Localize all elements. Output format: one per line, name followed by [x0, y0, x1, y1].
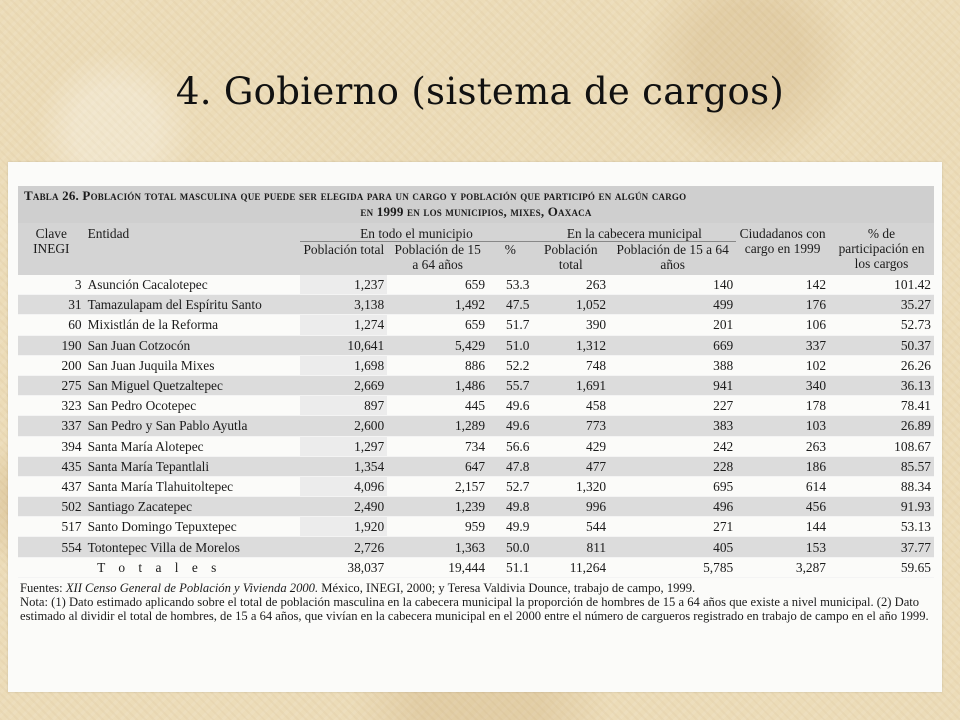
- cell-entidad: Santo Domingo Tepuxtepec: [87, 519, 237, 535]
- table-row: [18, 275, 934, 295]
- cell-entidad: Asunción Cacalotepec: [87, 277, 208, 293]
- cell-pob-15-64: 886: [464, 357, 486, 373]
- cell-cab-pob-15-64: 271: [713, 519, 734, 535]
- cell-cab-pob-15-64: 405: [713, 539, 734, 555]
- cell-cab-pob-total: 773: [586, 418, 607, 434]
- cell-clave: 502: [61, 499, 82, 515]
- cell-pct: 51.0: [506, 337, 530, 353]
- cell-pob-total: 1,920: [300, 517, 387, 537]
- cell-cab-pob-total: 544: [586, 519, 607, 535]
- cell-pob-total: 2,600: [354, 418, 385, 434]
- cell-entidad: Santa María Tepantlali: [87, 458, 210, 474]
- table-row: [18, 396, 934, 416]
- cell-ciudadanos: 102: [805, 357, 827, 373]
- cell-cab-pob-total: 390: [586, 317, 607, 333]
- cell-pob-15-64: 659: [464, 317, 486, 333]
- table-row: [18, 375, 934, 395]
- cell-clave: 275: [61, 378, 82, 394]
- cell-pct: 50.0: [506, 539, 530, 555]
- cell-pct: 51.7: [506, 317, 530, 333]
- cell-entidad: Santiago Zacatepec: [87, 499, 193, 515]
- cell-pct: 49.8: [506, 499, 530, 515]
- fuentes-census-title: XII Censo General de Población y Vivienda 2000.: [65, 580, 319, 595]
- fuentes-prefix: Fuentes:: [20, 580, 66, 595]
- cell-cab-pob-total: 477: [586, 458, 607, 474]
- cell-entidad: San Pedro y San Pablo Ayutla: [87, 418, 248, 434]
- cell-clave: 337: [61, 418, 82, 434]
- cell-pob-total: 1,297: [300, 436, 387, 456]
- cell-cab-pob-total: 811: [586, 539, 607, 555]
- cell-cab-pob-15-64: 242: [713, 438, 734, 454]
- cell-pob-15-64: 734: [464, 438, 486, 454]
- cell-pob-total: 1,354: [354, 458, 385, 474]
- cell-ciudadanos: 186: [805, 458, 827, 474]
- table-caption-line-1: Tabla 26. Población total masculina que puede ser elegida para un cargo y población que participó en algún cargo: [24, 188, 687, 203]
- cell-ciudadanos: 176: [805, 297, 827, 313]
- cell-pob-15-64: 1,486: [454, 378, 486, 394]
- cell-clave: 554: [61, 539, 82, 555]
- cell-cab-pob-15-64: 499: [713, 297, 734, 313]
- cell-cab-pob-15-64: 388: [713, 357, 734, 373]
- cell-ciudadanos: 337: [805, 337, 827, 353]
- cell-participacion: 91.93: [900, 499, 931, 515]
- cell-pct: 52.7: [506, 478, 530, 494]
- cell-participacion: 108.67: [894, 438, 931, 454]
- cell-pct: 49.6: [506, 418, 530, 434]
- header-ciudadanos: Ciudadanos con cargo en 1999: [736, 223, 829, 275]
- population-table: [18, 223, 934, 578]
- cell-entidad: San Pedro Ocotepec: [87, 398, 197, 414]
- totals-pob-total: 38,037: [347, 559, 385, 575]
- header-cab-pob-15-64: Población de 15 a 64 años: [609, 242, 736, 276]
- cell-pob-total: 1,237: [300, 275, 387, 295]
- cell-clave: 323: [61, 398, 82, 414]
- cell-pct: 47.8: [506, 458, 530, 474]
- table-row: [18, 436, 934, 456]
- table-row: [18, 517, 934, 537]
- cell-clave: 31: [68, 297, 82, 313]
- cell-participacion: 53.13: [900, 519, 931, 535]
- cell-cab-pob-total: 263: [586, 277, 607, 293]
- cell-entidad: Tamazulapam del Espíritu Santo: [87, 297, 262, 313]
- cell-cab-pob-total: 1,312: [575, 337, 607, 353]
- cell-cab-pob-15-64: 228: [713, 458, 734, 474]
- cell-pob-total: 1,274: [300, 315, 387, 335]
- cell-ciudadanos: 614: [805, 478, 827, 494]
- cell-ciudadanos: 178: [805, 398, 827, 414]
- cell-cab-pob-15-64: 140: [713, 277, 734, 293]
- cell-pct: 56.6: [506, 438, 530, 454]
- cell-cab-pob-total: 1,691: [575, 378, 607, 394]
- cell-clave: 517: [61, 519, 82, 535]
- cell-entidad: San Miguel Quetzaltepec: [87, 378, 223, 394]
- totals-cab-total: 11,264: [569, 559, 607, 575]
- cell-entidad: Santa María Tlahuitoltepec: [87, 478, 234, 494]
- cell-pob-total: 897: [300, 396, 387, 416]
- cell-cab-pob-15-64: 383: [713, 418, 734, 434]
- header-cab-pob-total: Población total: [532, 242, 609, 276]
- header-group-cabecera: En la cabecera municipal: [532, 223, 736, 242]
- header-participacion: % de participación en los cargos: [829, 223, 934, 275]
- cell-pob-15-64: 445: [464, 398, 486, 414]
- header-pob-15-64: Población de 15 a 64 años: [387, 242, 488, 276]
- cell-participacion: 101.42: [894, 277, 931, 293]
- cell-ciudadanos: 103: [805, 418, 827, 434]
- cell-pob-total: 2,726: [354, 539, 385, 555]
- cell-participacion: 85.57: [900, 458, 931, 474]
- cell-pct: 49.6: [506, 398, 530, 414]
- cell-clave: 437: [61, 478, 82, 494]
- table-row: [18, 295, 934, 315]
- table-row: [18, 537, 934, 557]
- slide-title: 4. Gobierno (sistema de cargos): [175, 70, 785, 113]
- totals-cab-15-64: 5,785: [703, 559, 734, 575]
- cell-pob-15-64: 1,289: [454, 418, 486, 434]
- table-row: [18, 335, 934, 355]
- cell-ciudadanos: 456: [805, 499, 827, 515]
- cell-pob-15-64: 1,363: [454, 539, 486, 555]
- cell-cab-pob-total: 1,052: [575, 297, 607, 313]
- cell-pct: 49.9: [506, 519, 530, 535]
- nota-note: Nota: (1) Dato estimado aplicando sobre el total de población masculina en la cabecera municipal la proporción de hombres de 15 a 64 años que existe a nivel municipal. (2) Dato estimado al dividir el total de hombres, de 15 a 64 años, que vivían en la cabecera municipal en el 2000 entre el número de cargueros registrado en trabajo de campo en el año 1999.: [20, 594, 929, 623]
- cell-participacion: 50.37: [900, 337, 931, 353]
- cell-clave: 60: [68, 317, 82, 333]
- cell-clave: 3: [74, 277, 82, 293]
- totals-row: [18, 557, 934, 577]
- cell-participacion: 52.73: [900, 317, 931, 333]
- cell-pob-total: 1,698: [300, 355, 387, 375]
- cell-pct: 47.5: [506, 297, 530, 313]
- header-pob-total: Población total: [300, 242, 387, 276]
- cell-pob-total: 2,669: [354, 378, 385, 394]
- cell-cab-pob-total: 1,320: [575, 478, 607, 494]
- cell-participacion: 26.26: [900, 357, 931, 373]
- cell-clave: 190: [61, 337, 82, 353]
- cell-pct: 55.7: [506, 378, 530, 394]
- cell-pob-15-64: 959: [464, 519, 486, 535]
- table-row: [18, 476, 934, 496]
- table-row: [18, 416, 934, 436]
- table-row: [18, 355, 934, 375]
- cell-participacion: 26.89: [900, 418, 931, 434]
- cell-cab-pob-total: 458: [586, 398, 607, 414]
- cell-clave: 435: [61, 458, 82, 474]
- cell-cab-pob-15-64: 201: [713, 317, 734, 333]
- cell-pct: 52.2: [506, 357, 530, 373]
- cell-cab-pob-total: 748: [586, 357, 607, 373]
- table-caption-line-2: en 1999 en los municipios, mixes, Oaxaca: [360, 204, 592, 219]
- table-notes: [18, 581, 934, 623]
- cell-pob-15-64: 659: [464, 277, 486, 293]
- cell-ciudadanos: 153: [805, 539, 827, 555]
- cell-pob-15-64: 1,492: [454, 297, 486, 313]
- cell-pob-total: 2,490: [354, 499, 385, 515]
- cell-participacion: 35.27: [900, 297, 931, 313]
- cell-pob-total: 3,138: [354, 297, 385, 313]
- totals-label: T o t a l e s: [97, 559, 222, 575]
- cell-cab-pob-total: 996: [586, 499, 607, 515]
- cell-ciudadanos: 106: [805, 317, 827, 333]
- cell-entidad: Santa María Alotepec: [87, 438, 204, 454]
- cell-participacion: 37.77: [900, 539, 931, 555]
- cell-participacion: 36.13: [900, 378, 931, 394]
- cell-cab-pob-15-64: 695: [713, 478, 734, 494]
- cell-ciudadanos: 263: [805, 438, 827, 454]
- cell-entidad: Totontepec Villa de Morelos: [87, 539, 240, 555]
- cell-participacion: 78.41: [900, 398, 931, 414]
- totals-ciudadanos: 3,287: [795, 559, 827, 575]
- cell-entidad: San Juan Cotzocón: [87, 337, 191, 353]
- cell-cab-pob-total: 429: [586, 438, 607, 454]
- header-clave: Clave INEGI: [18, 223, 85, 275]
- cell-participacion: 88.34: [900, 478, 931, 494]
- cell-pct: 53.3: [506, 277, 530, 293]
- cell-cab-pob-15-64: 496: [713, 499, 734, 515]
- cell-ciudadanos: 142: [805, 277, 827, 293]
- cell-clave: 200: [61, 357, 82, 373]
- table-caption: [18, 186, 934, 223]
- cell-pob-15-64: 647: [464, 458, 486, 474]
- cell-cab-pob-15-64: 227: [713, 398, 734, 414]
- cell-ciudadanos: 340: [805, 378, 827, 394]
- scanned-table-image: [8, 162, 942, 692]
- fuentes-rest: México, INEGI, 2000; y Teresa Valdivia Dounce, trabajo de campo, 1999.: [318, 580, 696, 595]
- cell-clave: 394: [61, 438, 82, 454]
- cell-pob-15-64: 5,429: [454, 337, 486, 353]
- totals-part: 59.65: [900, 559, 931, 575]
- table-row: [18, 497, 934, 517]
- cell-entidad: Mixistlán de la Reforma: [87, 317, 219, 333]
- totals-pct: 51.1: [506, 559, 530, 575]
- totals-pob-15-64: 19,444: [448, 559, 486, 575]
- fuentes-note: [20, 581, 934, 595]
- header-pct: %: [488, 242, 532, 276]
- table-row: [18, 456, 934, 476]
- cell-cab-pob-15-64: 669: [713, 337, 734, 353]
- cell-cab-pob-15-64: 941: [713, 378, 734, 394]
- cell-pob-15-64: 2,157: [454, 478, 486, 494]
- table-row: [18, 315, 934, 335]
- cell-pob-total: 10,641: [347, 337, 385, 353]
- header-entidad: Entidad: [85, 223, 301, 275]
- cell-pob-15-64: 1,239: [454, 499, 486, 515]
- cell-pob-total: 4,096: [300, 476, 387, 496]
- header-group-municipio: En todo el municipio: [300, 223, 532, 242]
- cell-entidad: San Juan Juquila Mixes: [87, 357, 215, 373]
- cell-ciudadanos: 144: [805, 519, 827, 535]
